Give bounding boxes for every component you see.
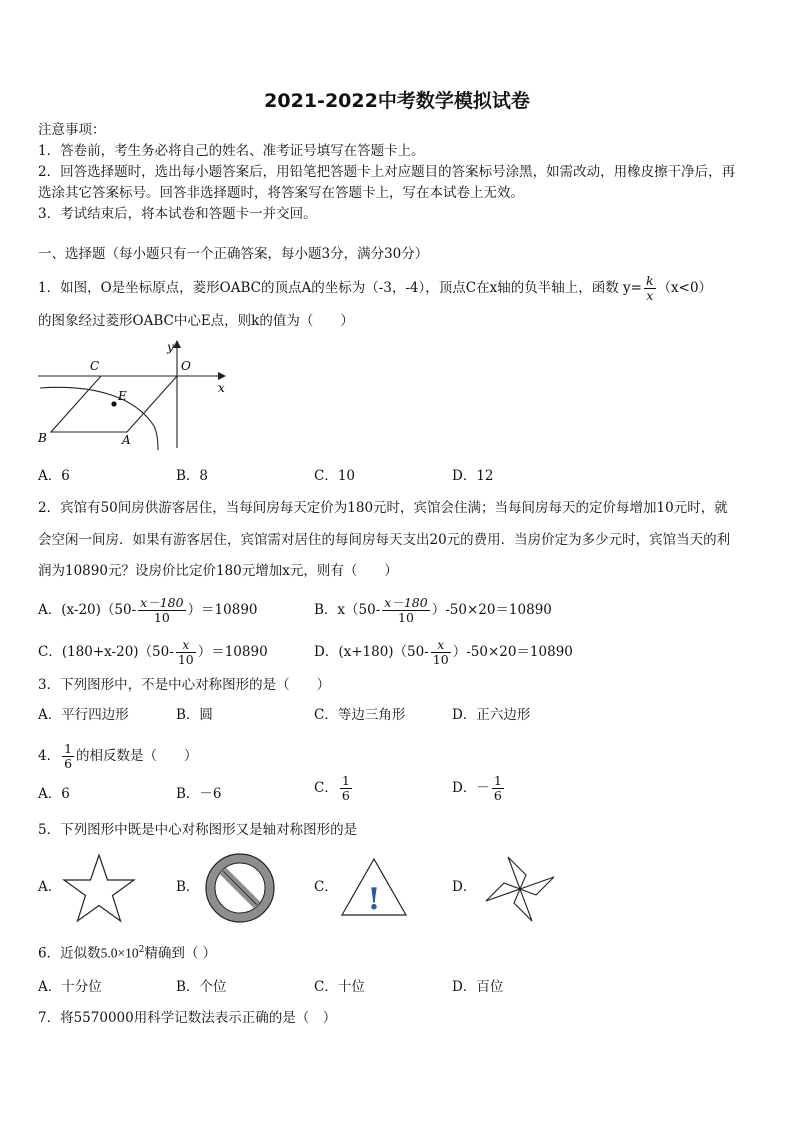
q1-option-a: A．6 bbox=[38, 468, 70, 484]
q6-option-d: D．百位 bbox=[452, 979, 504, 995]
q2-c-num: x bbox=[176, 638, 196, 653]
y-axis-arrow bbox=[173, 340, 181, 348]
notice-item-2: 2．回答选择题时，选出每小题答案后，用铅笔把答题卡上对应题目的答案标号涂黑，如需改动，用橡皮擦干净后，再 bbox=[38, 164, 736, 180]
q2-b-num: x－180 bbox=[384, 595, 428, 610]
label-e: E bbox=[118, 389, 127, 403]
hyperbola-curve bbox=[40, 387, 158, 450]
q1-frac-den: x bbox=[646, 288, 654, 303]
q1-stem-line1 bbox=[38, 274, 712, 303]
q2-b-frac bbox=[382, 596, 429, 625]
q7-stem: 7．将5570000用科学记数法表示正确的是（ ） bbox=[38, 1010, 337, 1026]
q4-c-num: 1 bbox=[341, 773, 350, 788]
pinwheel-icon bbox=[482, 853, 558, 925]
q2-a-post: ）＝10890 bbox=[187, 602, 258, 618]
x-axis-arrow bbox=[218, 372, 226, 380]
q2-c-post: ）＝10890 bbox=[197, 644, 268, 660]
notice-item-2-cont: 选涂其它答案标号。回答非选择题时，将答案写在答题卡上，写在本试卷上无效。 bbox=[38, 185, 524, 201]
label-x: x bbox=[218, 381, 225, 395]
q1-option-c: C．10 bbox=[314, 468, 356, 484]
q2-option-c bbox=[38, 638, 268, 667]
q4-option-a: A．6 bbox=[38, 786, 70, 802]
label-y: y bbox=[167, 340, 174, 354]
q2-option-a bbox=[38, 596, 258, 625]
q3-option-d: D．正六边形 bbox=[452, 707, 531, 723]
q6-option-a: A．十分位 bbox=[38, 979, 102, 995]
q4-c-den: 6 bbox=[341, 788, 350, 803]
q2-d-post: ）-50×20＝10890 bbox=[452, 644, 573, 660]
q5-label-b: B． bbox=[176, 879, 200, 895]
q6-option-b: B．个位 bbox=[176, 979, 227, 995]
q1-text-b: （x<0） bbox=[657, 280, 713, 296]
q6-option-c: C．十位 bbox=[314, 979, 365, 995]
q4-pre: 4． bbox=[38, 748, 61, 764]
q3-option-b: B．圆 bbox=[176, 707, 213, 723]
page-title: 2021-2022中考数学模拟试卷 bbox=[264, 90, 530, 112]
q4-den: 6 bbox=[64, 756, 73, 771]
notice-heading: 注意事项： bbox=[38, 122, 106, 138]
label-a: A bbox=[122, 433, 131, 447]
q3-stem: 3．下列图形中，不是中心对称图形的是（ ） bbox=[38, 677, 331, 693]
q4-frac bbox=[62, 742, 74, 771]
warning-triangle-icon bbox=[340, 857, 408, 917]
q4-post: 的相反数是（ ） bbox=[76, 748, 198, 764]
q1-stem-line2: 的图象经过菱形OABC中心E点，则k的值为（ ） bbox=[38, 313, 354, 329]
q1-option-b: B．8 bbox=[176, 468, 209, 484]
q4-c-frac bbox=[340, 774, 352, 803]
q2-a-num: x－180 bbox=[140, 595, 184, 610]
center-point-e bbox=[111, 401, 116, 406]
q2-a-frac bbox=[138, 596, 185, 625]
q1-option-d: D．12 bbox=[452, 468, 494, 484]
q5-label-c: C． bbox=[314, 879, 338, 895]
q2-option-d bbox=[314, 638, 573, 667]
q2-option-b bbox=[314, 596, 552, 625]
q1-text-a: 1．如图，O是坐标原点，菱形OABC的顶点A的坐标为（-3，-4），顶点C在x轴的负半轴上，函数 y= bbox=[38, 280, 642, 296]
q2-stem-line2: 会空闲一间房．如果有游客居住，宾馆需对居住的每间房每天支出20元的费用．当房价定为多少元时，宾馆当天的利 bbox=[38, 532, 731, 548]
q4-d-num: 1 bbox=[493, 773, 502, 788]
q2-c-pre: C．(180+x-20)（50- bbox=[38, 644, 174, 660]
q3-option-a: A．平行四边形 bbox=[38, 707, 129, 723]
q2-d-num: x bbox=[431, 638, 451, 653]
q4-stem bbox=[38, 742, 198, 771]
q2-d-pre: D．(x+180)（50- bbox=[314, 644, 429, 660]
q5-label-a: A． bbox=[38, 879, 62, 895]
q3-option-c: C．等边三角形 bbox=[314, 707, 406, 723]
q1-fraction bbox=[644, 274, 656, 303]
q1-figure bbox=[36, 340, 232, 458]
q2-d-frac bbox=[431, 638, 451, 667]
prohibition-sign-icon bbox=[204, 852, 276, 924]
q2-c-frac bbox=[176, 638, 196, 667]
q6-post: 精确到（ ） bbox=[144, 945, 217, 962]
q4-c-pre: C． bbox=[314, 780, 338, 796]
q2-b-den: 10 bbox=[398, 610, 414, 625]
q6-stem bbox=[38, 940, 216, 964]
notice-item-1: 1．答卷前，考生务必将自己的姓名、准考证号填写在答题卡上。 bbox=[38, 143, 425, 159]
q6-base: 5.0×10 bbox=[100, 945, 139, 961]
q4-num: 1 bbox=[64, 741, 73, 756]
q4-option-d bbox=[452, 774, 506, 803]
q5-label-d: D． bbox=[452, 879, 477, 895]
q6-pre: 6．近似数 bbox=[38, 945, 101, 962]
q1-frac-num: k bbox=[645, 273, 654, 288]
notice-item-3: 3．考试结束后，将本试卷和答题卡一并交回。 bbox=[38, 206, 317, 222]
q4-d-pre: D．－ bbox=[452, 780, 490, 796]
q5-stem: 5．下列图形中既是中心对称图形又是轴对称图形的是 bbox=[38, 822, 358, 838]
section-heading: 一、选择题（每小题只有一个正确答案，每小题3分，满分30分） bbox=[38, 246, 429, 262]
q4-option-c bbox=[314, 774, 354, 803]
star-icon bbox=[62, 853, 136, 923]
q4-option-b: B．－6 bbox=[176, 786, 222, 802]
q4-d-den: 6 bbox=[493, 788, 502, 803]
q2-a-den: 10 bbox=[153, 610, 170, 625]
warning-mark: ! bbox=[367, 882, 381, 917]
q2-b-pre: B．x（50- bbox=[314, 602, 381, 618]
label-c: C bbox=[90, 359, 100, 373]
q2-stem-line3: 润为10890元？设房价比定价180元增加x元，则有（ ） bbox=[38, 563, 398, 579]
q2-a-pre: A．(x-20)（50- bbox=[38, 602, 137, 618]
q2-d-den: 10 bbox=[432, 652, 449, 667]
q2-b-post: ）-50×20＝10890 bbox=[431, 602, 552, 618]
q4-d-frac bbox=[492, 774, 504, 803]
label-b: B bbox=[38, 431, 47, 445]
label-o: O bbox=[181, 359, 191, 373]
q2-c-den: 10 bbox=[177, 652, 194, 667]
q6-exp: 2 bbox=[138, 945, 145, 955]
q2-stem-line1: 2．宾馆有50间房供游客居住，当每间房每天定价为180元时，宾馆会住满；当每间房每天的定价每增加10元时，就 bbox=[38, 500, 728, 516]
